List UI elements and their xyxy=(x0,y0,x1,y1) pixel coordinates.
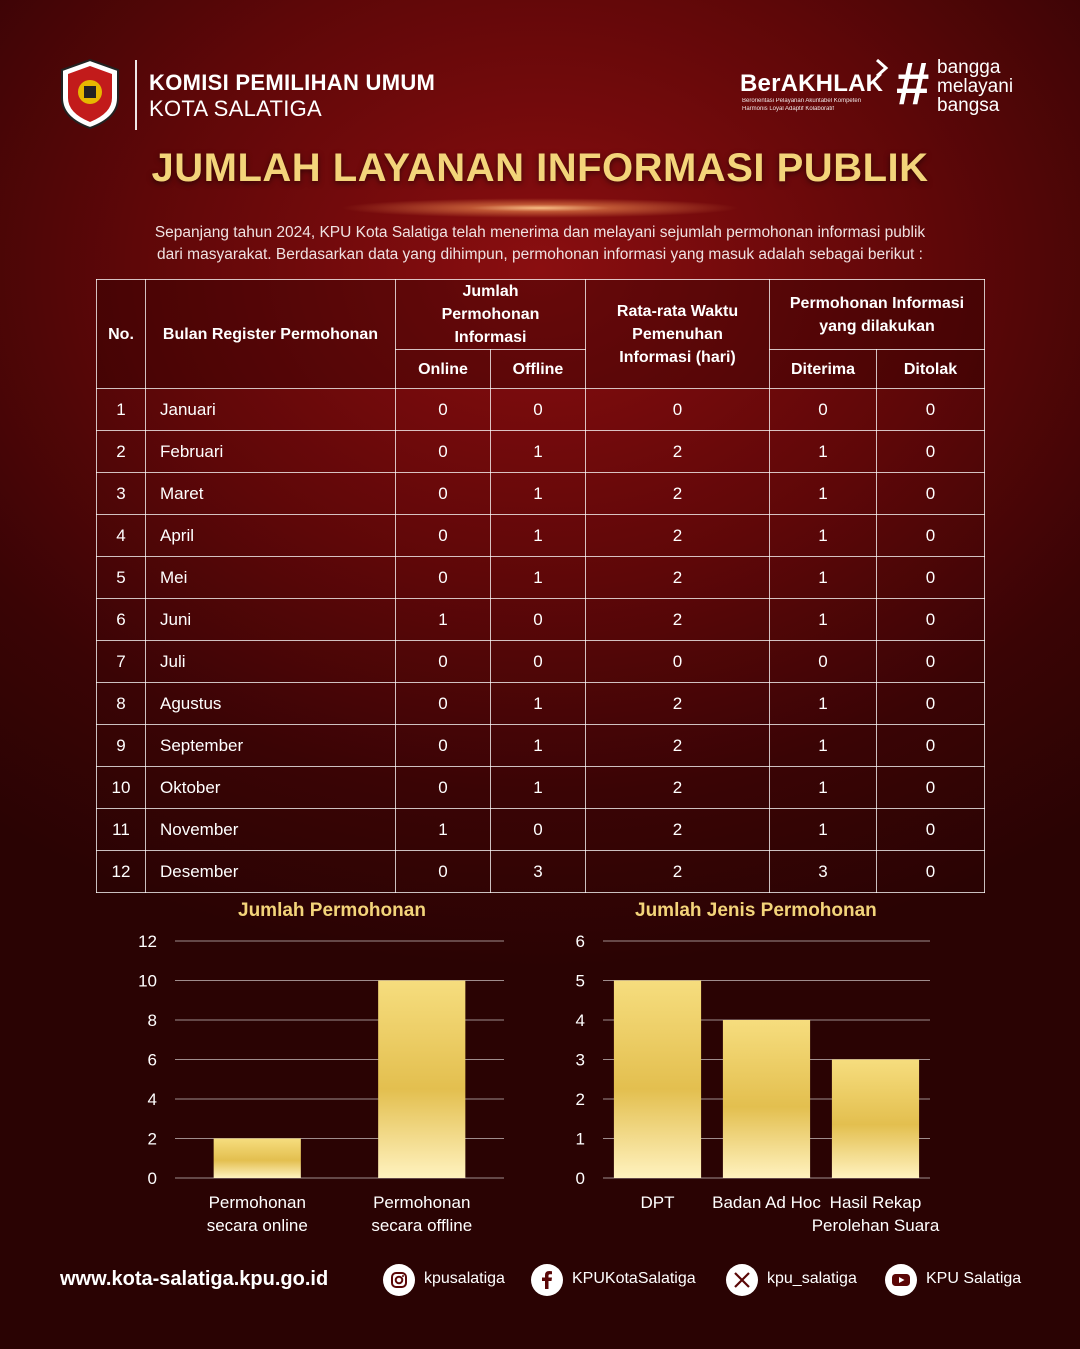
cell-ditolak: 0 xyxy=(877,683,985,725)
cell-ditolak: 0 xyxy=(877,641,985,683)
cell-rata: 0 xyxy=(586,641,770,683)
cell-no: 9 xyxy=(97,725,146,767)
y-tick-label: 4 xyxy=(575,1011,585,1030)
cell-bulan: Januari xyxy=(146,389,396,431)
cell-bulan: Desember xyxy=(146,851,396,893)
chart1-title: Jumlah Permohonan xyxy=(238,900,426,921)
cell-no: 11 xyxy=(97,809,146,851)
berakhlak-logo: BerAKHLAK xyxy=(740,70,884,97)
kpu-logo-icon xyxy=(58,58,122,130)
chart2-title: Jumlah Jenis Permohonan xyxy=(635,900,877,921)
cell-diterima: 3 xyxy=(770,851,877,893)
y-tick-label: 8 xyxy=(147,1011,157,1030)
cell-offline: 0 xyxy=(491,809,586,851)
cell-rata: 2 xyxy=(586,851,770,893)
cell-rata: 2 xyxy=(586,473,770,515)
cell-online: 0 xyxy=(396,557,491,599)
header-jumlah: Jumlah Permohonan Informasi xyxy=(396,280,586,350)
cell-online: 0 xyxy=(396,683,491,725)
chevron-right-icon xyxy=(874,58,890,78)
cell-no: 4 xyxy=(97,515,146,557)
cell-bulan: November xyxy=(146,809,396,851)
table-row xyxy=(97,851,985,893)
table-row xyxy=(97,389,985,431)
intro-text-line2: dari masyarakat. Berdasarkan data yang dihimpun, permohonan informasi yang masuk adalah sebagai berikut : xyxy=(157,246,923,263)
cell-online: 0 xyxy=(396,725,491,767)
cell-offline: 1 xyxy=(491,683,586,725)
cell-bulan: Juli xyxy=(146,641,396,683)
header-online: Online xyxy=(396,350,491,389)
y-tick-label: 5 xyxy=(575,971,585,991)
cell-offline: 0 xyxy=(491,389,586,431)
y-tick-label: 4 xyxy=(147,1090,157,1109)
cell-offline: 0 xyxy=(491,641,586,683)
cell-bulan: Juni xyxy=(146,599,396,641)
header-offline: Offline xyxy=(491,350,586,389)
x-tick-label: secara offline xyxy=(371,1216,473,1235)
cell-rata: 2 xyxy=(586,725,770,767)
x-tick-label: DPT xyxy=(640,1193,675,1212)
tagline-bangsa: bangsa xyxy=(937,95,1000,116)
website-link[interactable]: www.kota-salatiga.kpu.go.id xyxy=(60,1268,329,1290)
cell-diterima: 1 xyxy=(770,725,877,767)
cell-diterima: 1 xyxy=(770,557,877,599)
x-tick-label: Permohonan xyxy=(208,1193,306,1212)
cell-rata: 0 xyxy=(586,389,770,431)
cell-ditolak: 0 xyxy=(877,557,985,599)
berakhlak-tagline1: Berorientasi Pelayanan Akuntabel Kompeten xyxy=(742,98,862,104)
y-tick-label: 2 xyxy=(147,1129,157,1149)
x-twitter-icon[interactable] xyxy=(726,1264,758,1296)
page-title: JUMLAH LAYANAN INFORMASI PUBLIK xyxy=(151,146,929,190)
tagline-melayani: melayani xyxy=(937,76,1014,97)
cell-no: 3 xyxy=(97,473,146,515)
cell-rata: 2 xyxy=(586,557,770,599)
cell-rata: 2 xyxy=(586,515,770,557)
cell-diterima: 0 xyxy=(770,389,877,431)
cell-no: 10 xyxy=(97,767,146,809)
cell-diterima: 1 xyxy=(770,473,877,515)
cell-bulan: April xyxy=(146,515,396,557)
cell-diterima: 0 xyxy=(770,641,877,683)
org-name-line2: KOTA SALATIGA xyxy=(149,96,323,121)
cell-online: 1 xyxy=(396,809,491,851)
facebook-icon[interactable] xyxy=(531,1264,563,1296)
cell-bulan: Oktober xyxy=(146,767,396,809)
youtube-icon[interactable] xyxy=(885,1264,917,1296)
cell-offline: 0 xyxy=(491,599,586,641)
org-name-line1: KOMISI PEMILIHAN UMUM xyxy=(149,70,436,95)
y-tick-label: 1 xyxy=(575,1129,585,1149)
cell-no: 8 xyxy=(97,683,146,725)
cell-no: 12 xyxy=(97,851,146,893)
cell-ditolak: 0 xyxy=(877,809,985,851)
y-tick-label: 6 xyxy=(575,932,585,951)
x-tick-label: Hasil Rekap xyxy=(829,1193,922,1212)
cell-rata: 2 xyxy=(586,431,770,473)
cell-bulan: September xyxy=(146,725,396,767)
berakhlak-tagline2: Harmonis Loyal Adaptif Kolaboratif xyxy=(742,106,835,112)
cell-no: 1 xyxy=(97,389,146,431)
header-bulan: Bulan Register Permohonan xyxy=(146,280,396,389)
cell-bulan: Februari xyxy=(146,431,396,473)
table-row xyxy=(97,725,985,767)
cell-ditolak: 0 xyxy=(877,473,985,515)
bar xyxy=(378,981,465,1179)
x-tick-label: Perolehan Suara xyxy=(811,1216,940,1235)
cell-ditolak: 0 xyxy=(877,599,985,641)
cell-diterima: 1 xyxy=(770,599,877,641)
table-row xyxy=(97,557,985,599)
title-glow-decoration xyxy=(340,198,740,218)
youtube-handle[interactable]: KPU Salatiga xyxy=(926,1270,1022,1287)
bar xyxy=(614,981,701,1179)
facebook-handle[interactable]: KPUKotaSalatiga xyxy=(572,1270,696,1287)
y-tick-label: 0 xyxy=(575,1169,585,1188)
header-rata: Rata-rata Waktu Pemenuhan Informasi (hari) xyxy=(586,280,770,389)
cell-no: 7 xyxy=(97,641,146,683)
x-tick-label: Permohonan xyxy=(373,1193,471,1212)
bar xyxy=(214,1139,301,1179)
y-tick-label: 6 xyxy=(147,1050,157,1070)
cell-offline: 1 xyxy=(491,515,586,557)
cell-ditolak: 0 xyxy=(877,389,985,431)
instagram-handle[interactable]: kpusalatiga xyxy=(424,1270,505,1287)
header-no: No. xyxy=(97,280,146,389)
table-row xyxy=(97,473,985,515)
cell-no: 5 xyxy=(97,557,146,599)
cell-online: 0 xyxy=(396,431,491,473)
x-tick-label: Badan Ad Hoc xyxy=(712,1193,821,1212)
cell-ditolak: 0 xyxy=(877,851,985,893)
cell-rata: 2 xyxy=(586,599,770,641)
cell-online: 0 xyxy=(396,473,491,515)
cell-bulan: Maret xyxy=(146,473,396,515)
chart-jenis-permohonan xyxy=(560,930,950,1240)
table-row xyxy=(97,515,985,557)
cell-offline: 1 xyxy=(491,557,586,599)
y-tick-label: 0 xyxy=(147,1169,157,1188)
cell-online: 1 xyxy=(396,599,491,641)
chart-jumlah-permohonan xyxy=(130,930,520,1240)
header-divider xyxy=(135,60,137,130)
header-permohonan: Permohonan Informasi yang dilakukan xyxy=(770,280,985,350)
table-row xyxy=(97,641,985,683)
cell-diterima: 1 xyxy=(770,683,877,725)
y-tick-label: 10 xyxy=(138,971,157,991)
cell-offline: 1 xyxy=(491,725,586,767)
table-row xyxy=(97,683,985,725)
table-row xyxy=(97,431,985,473)
cell-diterima: 1 xyxy=(770,431,877,473)
x-tick-label: secara online xyxy=(206,1216,308,1235)
cell-bulan: Mei xyxy=(146,557,396,599)
y-tick-label: 12 xyxy=(138,932,157,951)
cell-rata: 2 xyxy=(586,767,770,809)
bar xyxy=(832,1060,919,1179)
cell-ditolak: 0 xyxy=(877,767,985,809)
cell-rata: 2 xyxy=(586,683,770,725)
tagline-bangga: bangga xyxy=(937,57,1001,78)
cell-ditolak: 0 xyxy=(877,725,985,767)
table-row xyxy=(97,767,985,809)
cell-ditolak: 0 xyxy=(877,431,985,473)
y-tick-label: 2 xyxy=(575,1090,585,1109)
cell-offline: 1 xyxy=(491,767,586,809)
y-tick-label: 3 xyxy=(575,1050,585,1070)
cell-offline: 1 xyxy=(491,431,586,473)
cell-offline: 3 xyxy=(491,851,586,893)
table-body xyxy=(97,389,985,893)
cell-no: 2 xyxy=(97,431,146,473)
cell-online: 0 xyxy=(396,515,491,557)
cell-online: 0 xyxy=(396,851,491,893)
cell-online: 0 xyxy=(396,767,491,809)
permohonan-table xyxy=(96,279,985,893)
cell-diterima: 1 xyxy=(770,767,877,809)
hashtag-icon: # xyxy=(896,50,930,117)
bar xyxy=(723,1020,810,1178)
cell-ditolak: 0 xyxy=(877,515,985,557)
cell-online: 0 xyxy=(396,389,491,431)
cell-rata: 2 xyxy=(586,809,770,851)
instagram-icon[interactable] xyxy=(383,1264,415,1296)
header-ditolak: Ditolak xyxy=(877,350,985,389)
table-row xyxy=(97,809,985,851)
cell-offline: 1 xyxy=(491,473,586,515)
table-row xyxy=(97,599,985,641)
cell-diterima: 1 xyxy=(770,809,877,851)
cell-online: 0 xyxy=(396,641,491,683)
intro-text-line1: Sepanjang tahun 2024, KPU Kota Salatiga telah menerima dan melayani sejumlah permohonan informasi publik xyxy=(154,224,926,241)
header-diterima: Diterima xyxy=(770,350,877,389)
cell-bulan: Agustus xyxy=(146,683,396,725)
cell-diterima: 1 xyxy=(770,515,877,557)
cell-no: 6 xyxy=(97,599,146,641)
x-handle[interactable]: kpu_salatiga xyxy=(767,1270,857,1287)
